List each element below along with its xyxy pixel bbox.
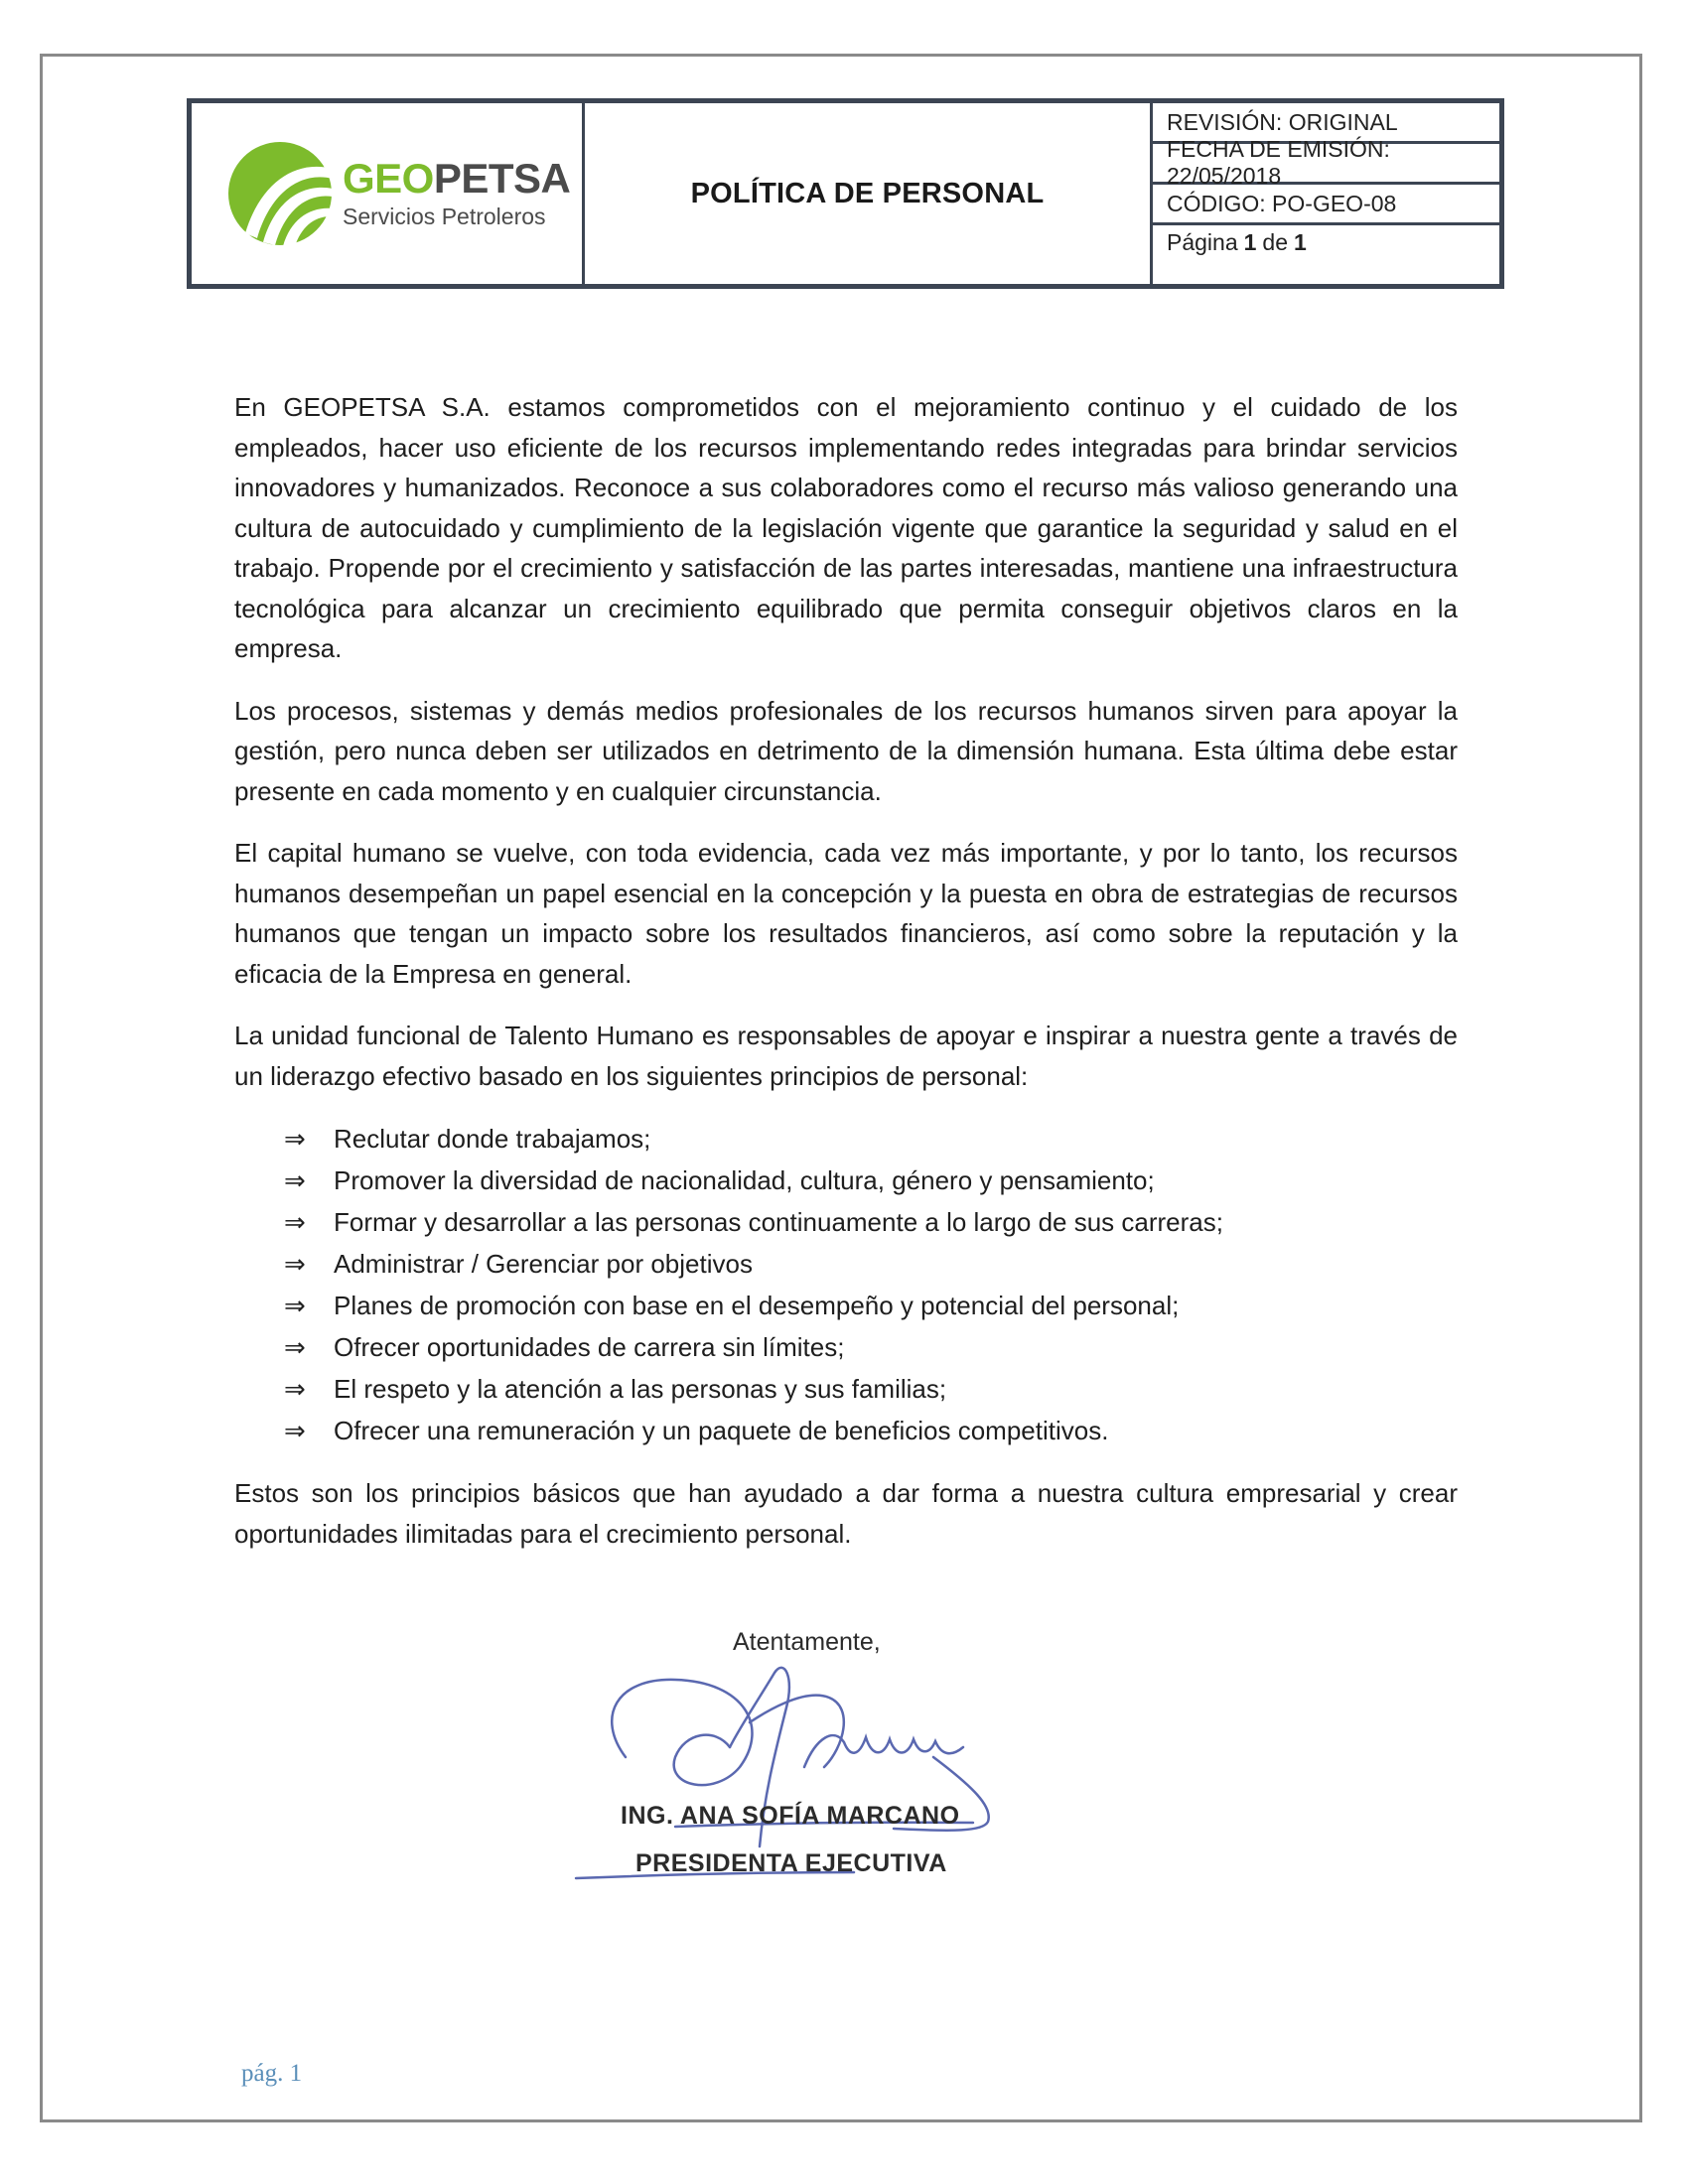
meta-page-of: de	[1262, 229, 1289, 255]
list-item	[284, 1160, 1458, 1201]
document-meta	[1153, 103, 1499, 284]
logo-tagline: Servicios Petroleros	[343, 203, 546, 229]
meta-emission-date: FECHA DE EMISIÓN: 22/05/2018	[1153, 144, 1499, 185]
list-item	[284, 1326, 1458, 1368]
policy-body	[234, 387, 1458, 1575]
meta-page-total: 1	[1294, 229, 1307, 255]
arrow-icon: ⇒	[284, 1373, 306, 1404]
paragraph-talent-unit: La unidad funcional de Talento Humano es responsables de apoyar e inspirar a nuestra gente a través de un liderazgo efectivo basado en los siguientes principios de personal:	[234, 1021, 1458, 1091]
principle-text: Formar y desarrollar a las personas continuamente a lo largo de sus carreras;	[334, 1206, 1223, 1237]
list-item	[284, 1201, 1458, 1243]
paragraph-human-capital: El capital humano se vuelve, con toda evidencia, cada vez más importante, y por lo tanto, los recursos humanos desempeñan un papel esencial en la concepción y la puesta en obra de estrategias de recursos humanos que tengan un impacto sobre los resultados financieros, así como sobre la reputación y la eficacia de la Empresa en general.	[234, 838, 1458, 989]
logo-brand-geo: GEO	[343, 154, 434, 202]
list-item	[284, 1410, 1458, 1451]
arrow-icon: ⇒	[284, 1248, 306, 1279]
document-header	[187, 98, 1504, 289]
logo-swoosh-icon	[225, 139, 335, 248]
signature-block	[556, 1618, 1112, 1906]
arrow-icon: ⇒	[284, 1206, 306, 1237]
paragraph-closing: Estos son los principios básicos que han ayudado a dar forma a nuestra cultura empresarial y crear oportunidades ilimitadas para el crecimiento personal.	[234, 1478, 1458, 1549]
principle-text: Planes de promoción con base en el desempeño y potencial del personal;	[334, 1290, 1180, 1320]
paragraph-commitment: En GEOPETSA S.A. estamos comprometidos con el mejoramiento continuo y el cuidado de los empleados, hacer uso eficiente de los recursos implementando redes integradas para brindar servicios innovadores y humanizados. Reconoce a sus colaboradores como el recurso más valioso generando una cultura de autocuidado y cumplimiento de la legislación vigente que garantice la seguridad y salud en el trabajo. Propende por el crecimiento y satisfacción de las partes interesadas, mantiene una infraestructura tecnológica para alcanzar un crecimiento equilibrado que permita conseguir objetivos claros en la empresa.	[234, 392, 1458, 663]
principle-text: Ofrecer oportunidades de carrera sin límites;	[334, 1331, 845, 1362]
document-title: POLÍTICA DE PERSONAL	[585, 103, 1153, 284]
meta-page-label: Página	[1167, 229, 1238, 255]
arrow-icon: ⇒	[284, 1415, 306, 1445]
company-logo	[225, 139, 570, 248]
list-item	[284, 1285, 1458, 1326]
signatory-name: ING. ANA SOFÍA MARCANO	[621, 1802, 960, 1830]
logo-brand-petsa: PETSA	[433, 154, 571, 202]
principle-text: El respeto y la atención a las personas y sus familias;	[334, 1373, 947, 1404]
principle-text: Reclutar donde trabajamos;	[334, 1123, 651, 1154]
meta-revision: REVISIÓN: ORIGINAL	[1153, 103, 1499, 144]
footer-page-number: pág. 1	[241, 2060, 303, 2087]
list-item	[284, 1368, 1458, 1410]
logo-cell	[192, 103, 585, 284]
meta-code: CÓDIGO: PO-GEO-08	[1153, 185, 1499, 225]
paragraph-processes: Los procesos, sistemas y demás medios profesionales de los recursos humanos sirven para apoyar la gestión, pero nunca deben ser utilizados en detrimento de la dimensión humana. Esta última debe estar presente en cada momento y en cualquier circunstancia.	[234, 695, 1458, 806]
arrow-icon: ⇒	[284, 1290, 306, 1320]
signature-greeting: Atentamente,	[733, 1628, 881, 1656]
principles-list	[234, 1118, 1458, 1451]
arrow-icon: ⇒	[284, 1331, 306, 1362]
meta-page-current: 1	[1243, 229, 1257, 255]
principle-text: Administrar / Gerenciar por objetivos	[334, 1248, 753, 1279]
signatory-role: PRESIDENTA EJECUTIVA	[635, 1849, 947, 1877]
arrow-icon: ⇒	[284, 1164, 306, 1195]
meta-page	[1153, 225, 1499, 284]
principle-text: Ofrecer una remuneración y un paquete de beneficios competitivos.	[334, 1415, 1109, 1445]
arrow-icon: ⇒	[284, 1123, 306, 1154]
principle-text: Promover la diversidad de nacionalidad, cultura, género y pensamiento;	[334, 1164, 1155, 1195]
list-item	[284, 1243, 1458, 1285]
list-item	[284, 1118, 1458, 1160]
